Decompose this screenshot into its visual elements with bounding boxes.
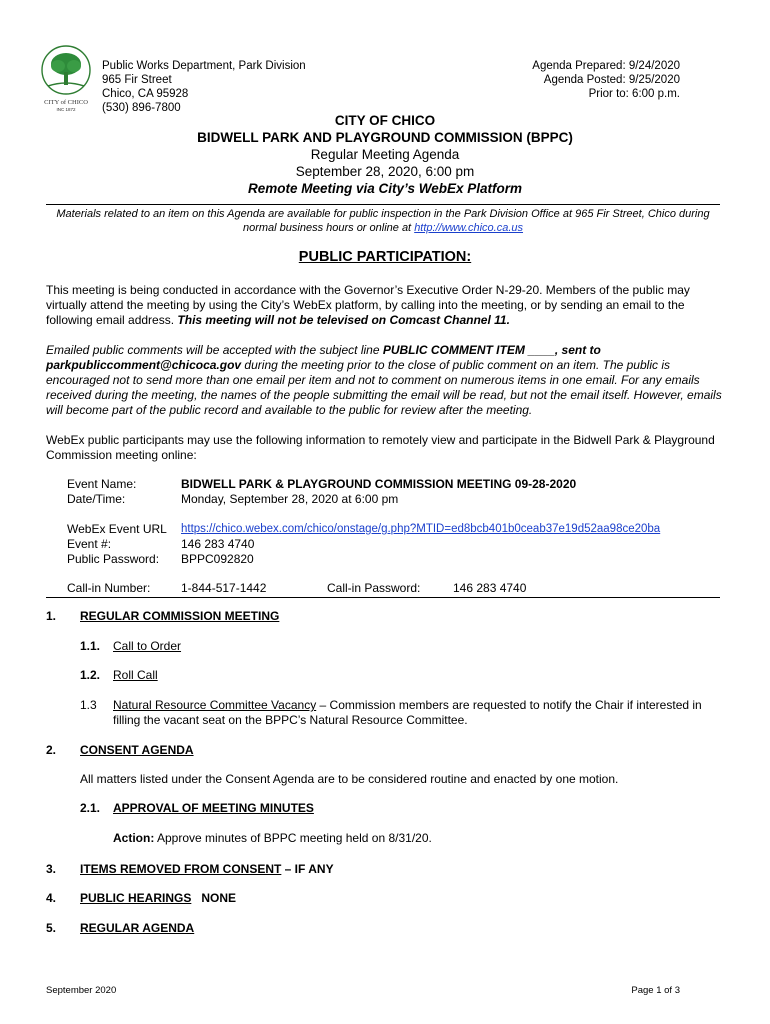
callin-password-value: 146 283 4740 <box>453 581 527 595</box>
event-number-value: 146 283 4740 <box>181 537 255 551</box>
commission-name: BIDWELL PARK AND PLAYGROUND COMMISSION (BPPC) <box>197 130 573 145</box>
section-5-number: 5. <box>46 921 57 935</box>
title-divider <box>46 204 720 205</box>
address-line: Public Works Department, Park Division <box>102 60 306 72</box>
datetime-value: Monday, September 28, 2020 at 6:00 pm <box>181 492 399 506</box>
section-4-title: PUBLIC HEARINGS <box>80 891 192 905</box>
item-2-1-title: APPROVAL OF MEETING MINUTES <box>113 801 314 815</box>
section-3-number: 3. <box>46 862 57 876</box>
event-name-value: BIDWELL PARK & PLAYGROUND COMMISSION MEETING 09-28-2020 <box>181 477 577 491</box>
event-name-label: Event Name: <box>67 477 137 491</box>
address-line: 965 Fir Street <box>102 74 172 86</box>
email-comment-rules: during the meeting prior to the close of public comment on an item. The public is encouraged not to send more than one email per item and not to comment on numerous items in one email. For any emails received during the meeting, the names of the people submitting the email will be read, but not the email itself. However, emails will become part of the public record and available to the public for review after the meeting. <box>46 358 722 417</box>
not-televised-notice: This meeting will not be televised on Comcast Channel 11. <box>177 313 510 327</box>
item-1-1-title: Call to Order <box>113 639 182 653</box>
item-1-1-number: 1.1. <box>80 639 101 653</box>
section-4-heading <box>80 891 236 905</box>
meeting-type: Regular Meeting Agenda <box>310 147 460 162</box>
consent-agenda-text: All matters listed under the Consent Agenda are to be considered routine and enacted by one motion. <box>80 772 619 786</box>
section-4-suffix: NONE <box>191 891 237 905</box>
item-1-3-number: 1.3 <box>80 698 97 712</box>
item-1-3-content <box>113 698 721 728</box>
webex-url-label: WebEx Event URL <box>67 522 167 536</box>
public-password-value: BPPC092820 <box>181 552 254 566</box>
address-line: Chico, CA 95928 <box>102 88 189 100</box>
city-of-chico-logo <box>38 44 94 114</box>
section-3-title: ITEMS REMOVED FROM CONSENT <box>80 862 282 876</box>
item-1-2-title: Roll Call <box>113 668 158 682</box>
agenda-dates <box>532 59 680 101</box>
agenda-posted: Agenda Posted: 9/25/2020 <box>543 74 680 86</box>
section-3-heading <box>80 862 334 876</box>
footer-date: September 2020 <box>46 985 117 996</box>
public-participation-heading: PUBLIC PARTICIPATION: <box>298 249 472 265</box>
item-1-3-title: Natural Resource Committee Vacancy <box>113 698 317 712</box>
materials-text: Materials related to an item on this Agenda are available for public inspection in the Park Division Office at 965 Fir Street, Chico during normal business hours or online at <box>56 208 710 234</box>
section-5-title: REGULAR AGENDA <box>80 921 195 935</box>
item-1-3-text: – Commission members are requested to notify the Chair if interested in filling the vacant seat on the BPPC’s Natural Resource Committee. <box>113 698 702 727</box>
section-1-number: 1. <box>46 609 57 623</box>
public-password-label: Public Password: <box>67 552 160 566</box>
item-2-1-action <box>113 831 432 845</box>
participation-text: This meeting is being conducted in accordance with the Governor’s Executive Order N-29-20. Members of the public may virtually attend the meeting by using the City’s WebEx platform, by calling into the meeting, or by sending an email to the following email address. <box>46 283 690 327</box>
svg-text:CITY of CHICO: CITY of CHICO <box>44 99 88 106</box>
item-1-2-number: 1.2. <box>80 668 101 682</box>
section-3-suffix: – IF ANY <box>281 862 334 876</box>
section-1-title: REGULAR COMMISSION MEETING <box>80 609 280 623</box>
section-2-title: CONSENT AGENDA <box>80 743 194 757</box>
event-number-label: Event #: <box>67 537 112 551</box>
address-line: (530) 896-7800 <box>102 102 181 114</box>
svg-text:INC 1872: INC 1872 <box>56 107 76 112</box>
email-subject-address: PUBLIC COMMENT ITEM ____, sent to parkpubliccomment@chicoca.gov <box>46 343 601 372</box>
participation-paragraph-1 <box>46 283 722 328</box>
meeting-location: Remote Meeting via City’s WebEx Platform <box>247 181 523 196</box>
event-divider <box>46 597 720 598</box>
materials-notice <box>46 207 720 235</box>
action-text: Approve minutes of BPPC meeting held on 8/31/20. <box>154 831 432 845</box>
item-2-1-number: 2.1. <box>80 801 101 815</box>
section-2-number: 2. <box>46 743 57 757</box>
callin-number-value: 1-844-517-1442 <box>181 581 267 595</box>
city-website-link[interactable]: http://www.chico.ca.us <box>414 222 524 234</box>
city-name: CITY OF CHICO <box>334 113 436 128</box>
action-label: Action: <box>113 831 155 845</box>
agenda-prepared: Agenda Prepared: 9/24/2020 <box>532 60 680 72</box>
email-comment-text: Emailed public comments will be accepted with the subject line <box>46 343 383 357</box>
datetime-label: Date/Time: <box>67 492 126 506</box>
agenda-prior-to: Prior to: 6:00 p.m. <box>588 88 680 100</box>
callin-number-label: Call-in Number: <box>67 581 151 595</box>
participation-paragraph-2 <box>46 343 722 418</box>
agenda-title-block <box>0 112 770 197</box>
department-address <box>102 59 306 115</box>
webex-event-link[interactable]: https://chico.webex.com/chico/onstage/g.php?MTID=ed8bcb401b0ceab37e19d52aa98ce20ba <box>181 523 661 535</box>
meeting-date: September 28, 2020, 6:00 pm <box>295 164 475 179</box>
footer-page-number: Page 1 of 3 <box>631 985 680 996</box>
section-4-number: 4. <box>46 891 57 905</box>
participation-paragraph-3: WebEx public participants may use the following information to remotely view and participate in the Bidwell Park & Playground Commission meeting online: <box>46 433 715 462</box>
callin-password-label: Call-in Password: <box>327 581 421 595</box>
